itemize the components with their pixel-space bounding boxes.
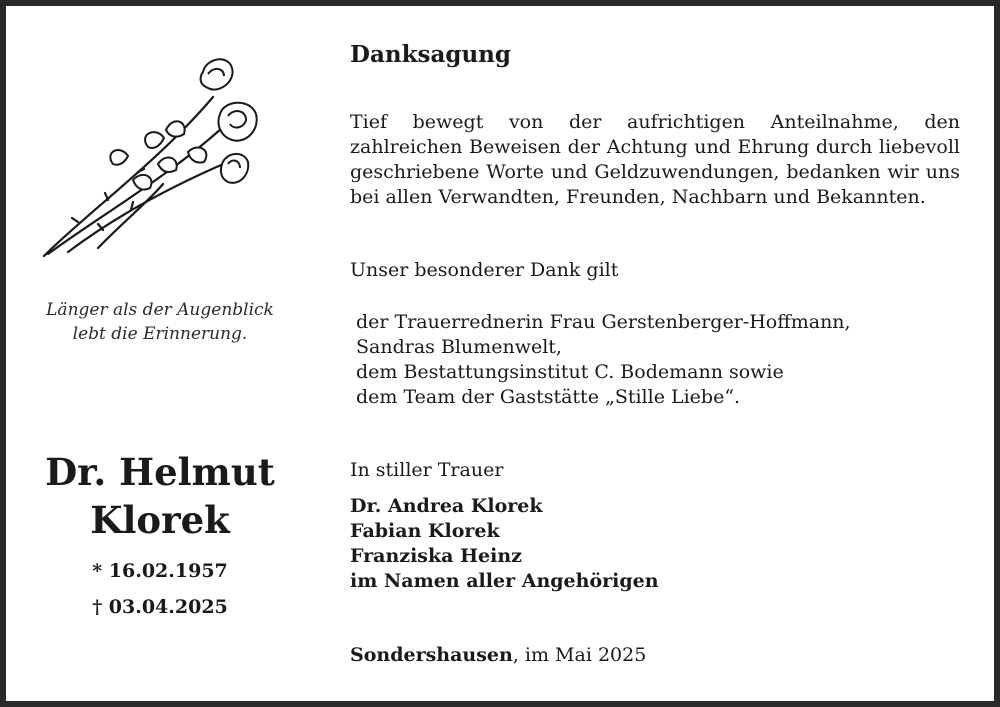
motto-line: lebt die Erinnerung.: [72, 324, 248, 344]
list-item: Sandras Blumenwelt,: [356, 336, 562, 358]
memorial-motto: [20, 298, 300, 346]
gratitude-paragraph: Tief bewegt von der aufrichtigen Anteilnahme, den zahlreichen Beweisen der Achtung und Ehrung durch liebevoll geschriebene Worte und Geldzuwendungen, bedanken wir uns bei allen Verwandten, Freunden, Nachbarn und Bekannten.: [350, 111, 960, 208]
birth-date: * 16.02.1957: [92, 560, 228, 582]
mourners-list: [350, 494, 960, 594]
deceased-name-line: Klorek: [90, 498, 230, 542]
death-date: † 03.04.2025: [92, 596, 228, 618]
deceased-name: [20, 448, 300, 544]
page-title: Danksagung: [350, 41, 511, 68]
list-item: Franziska Heinz: [350, 545, 522, 567]
motto-line: Länger als der Augenblick: [46, 300, 274, 320]
place-date: , im Mai 2025: [512, 644, 647, 666]
place-and-date: [350, 643, 960, 668]
list-item: der Trauerrednerin Frau Gerstenberger-Hoffmann,: [356, 311, 851, 333]
place-name: Sondershausen: [350, 644, 513, 666]
special-thanks-intro: Unser besonderer Dank gilt: [350, 259, 619, 281]
list-item: Dr. Andrea Klorek: [350, 495, 543, 517]
special-thanks-list: [356, 310, 966, 410]
mourning-label: In stiller Trauer: [350, 459, 504, 481]
list-item: Fabian Klorek: [350, 520, 500, 542]
list-item: dem Team der Gaststätte „Stille Liebe“.: [356, 386, 741, 408]
roses-illustration: [38, 52, 273, 262]
list-item: dem Bestattungsinstitut C. Bodemann sowie: [356, 361, 784, 383]
deceased-name-line: Dr. Helmut: [45, 450, 275, 494]
life-dates: [20, 553, 300, 625]
list-item: im Namen aller Angehörigen: [350, 570, 659, 592]
